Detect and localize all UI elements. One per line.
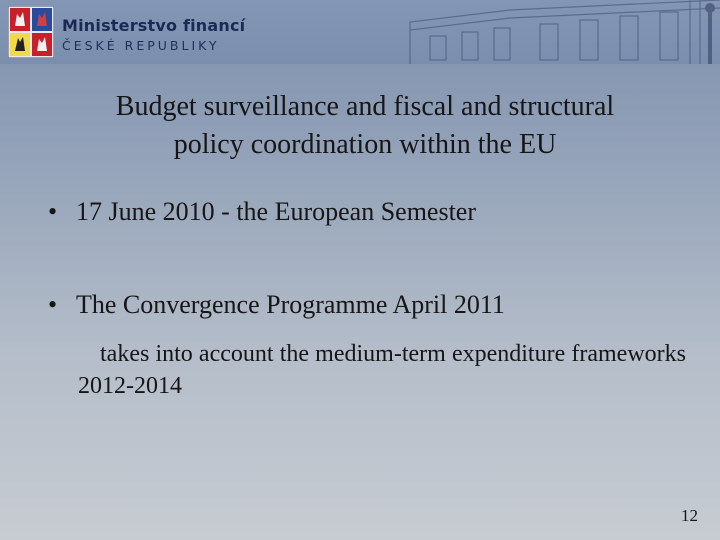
page-number: 12 <box>681 506 698 525</box>
brand-title: Ministerstvo financí <box>62 16 246 35</box>
bullet-item <box>48 197 476 227</box>
bullet-subtext: takes into account the medium-term expenditure frameworks 2012-2014 <box>78 341 686 399</box>
building-illustration <box>390 0 720 64</box>
slide-title-line-1: Budget surveillance and fiscal and structural <box>115 91 615 122</box>
coat-of-arms-icon <box>8 6 54 58</box>
bullet-text: 17 June 2010 - the European Semester <box>76 197 477 226</box>
brand-subtitle: ČESKÉ REPUBLIKY <box>62 38 220 53</box>
slide-title <box>40 88 690 164</box>
header-banner <box>0 0 720 64</box>
bullet-marker: • <box>48 197 58 226</box>
bullet-marker: • <box>48 290 58 319</box>
slide-title-line-2: policy coordination within the EU <box>173 129 557 160</box>
bullet-text: The Convergence Programme April 2011 <box>76 290 505 319</box>
bullet-item <box>48 290 505 320</box>
